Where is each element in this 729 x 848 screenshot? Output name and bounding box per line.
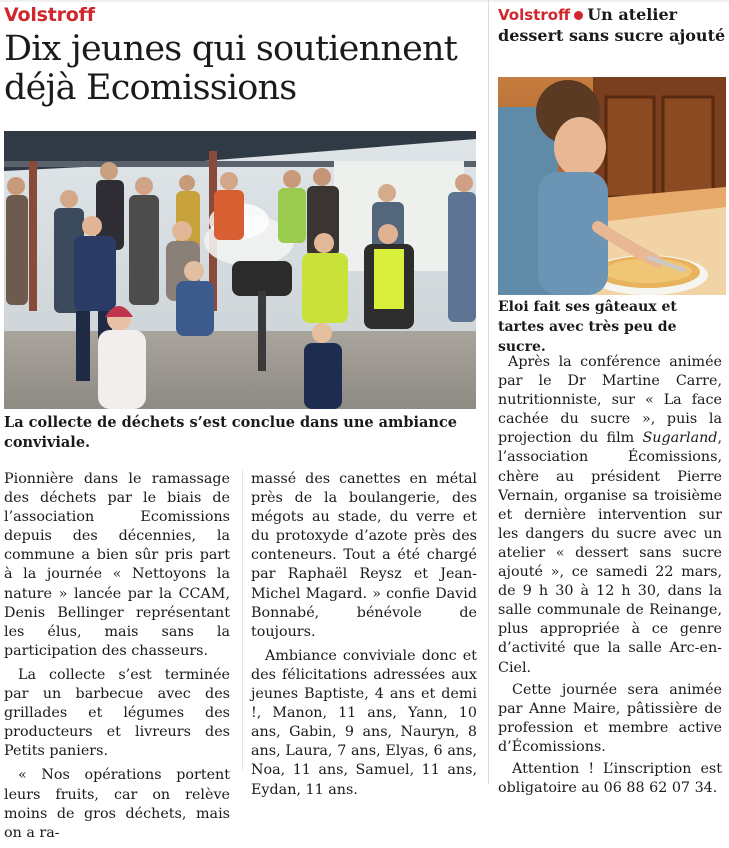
left-headline: Dix jeunes qui soutiennent déjà Ecomissions bbox=[4, 29, 457, 108]
paragraph: Ambiance conviviale donc et des félicitations adressées aux jeunes Baptiste, 4 ans et demi !, Manon, 11 ans, Yann, 10 ans, Gabin, 9 ans, Nauryn, 8 ans, Laura, 7 ans, Elyas, 6 ans, Noa, 11 ans, Samuel, 11 ans, Eydan, 11 ans. bbox=[251, 647, 477, 798]
left-body-column-1 bbox=[4, 470, 230, 848]
paragraph: Pionnière dans le ramassage des déchets par le biais de l’association Ecomissions depuis des décennies, la commune a bien sûr pris part à la journée « Nettoyons la nature » lancée par la CCAM, Denis Bellinger représentant les élus, mais sans la participation des chasseurs. bbox=[4, 471, 230, 659]
left-body-column-2 bbox=[251, 470, 477, 805]
top-rule bbox=[0, 0, 729, 2]
left-photo-caption: La collecte de déchets s’est conclue dans une ambiance conviviale. bbox=[4, 414, 458, 451]
left-kicker: Volstroff bbox=[4, 4, 95, 26]
paragraph: massé des canettes en métal près de la boulangerie, des mégots au stade, du verre et du protoxyde d’azote près des conteneurs. Tout a été chargé par Raphaël Reysz et Jean-Michel Magard. » confie David Bonnabé, bénévole de toujours. bbox=[251, 471, 477, 640]
right-title: Un atelier dessert sans sucre ajouté bbox=[498, 5, 726, 45]
paragraph bbox=[498, 353, 722, 678]
film-title: Sugarland bbox=[642, 430, 718, 447]
right-header bbox=[498, 4, 726, 46]
right-kicker: Volstroff bbox=[498, 6, 571, 24]
baking-photo bbox=[498, 77, 726, 295]
paragraph: « Nos opérations portent leurs fruits, car on relève moins de gros déchets, mais on a ra- bbox=[4, 767, 230, 841]
right-photo-caption: Eloi fait ses gâteaux et tartes avec très peu de sucre. bbox=[498, 299, 677, 355]
group-photo bbox=[4, 131, 476, 409]
paragraph-text: Après la conférence animée par le Dr Martine Carre, nutritionniste, sur « La face cachée du sucre », puis la projection du film bbox=[498, 354, 722, 447]
article-divider bbox=[488, 0, 489, 784]
paragraph-text: , l’association Écomissions, chère au président Pierre Vernain, organise sa troisième et dernière intervention sur les dangers du sucre avec un atelier « dessert sans sucre ajouté », ce samedi 22 mars, de 9 h 30 à 12 h 30, dans la salle communale de Reinange, plus appropriée à ce genre d’activité que la salle Arc-en-Ciel. bbox=[498, 430, 722, 676]
column-divider bbox=[242, 470, 243, 770]
paragraph: Cette journée sera animée par Anne Maire, pâtissière de profession et membre active d’Écomissions. bbox=[498, 681, 722, 755]
paragraph: La collecte s’est terminée par un barbecue avec des grillades et légumes des producteurs et livreurs des Petits paniers. bbox=[4, 666, 230, 760]
paragraph: Attention ! L’inscription est obligatoire au 06 88 62 07 34. bbox=[498, 760, 722, 797]
bullet-dot-icon bbox=[574, 11, 583, 20]
right-body-column bbox=[498, 353, 722, 801]
